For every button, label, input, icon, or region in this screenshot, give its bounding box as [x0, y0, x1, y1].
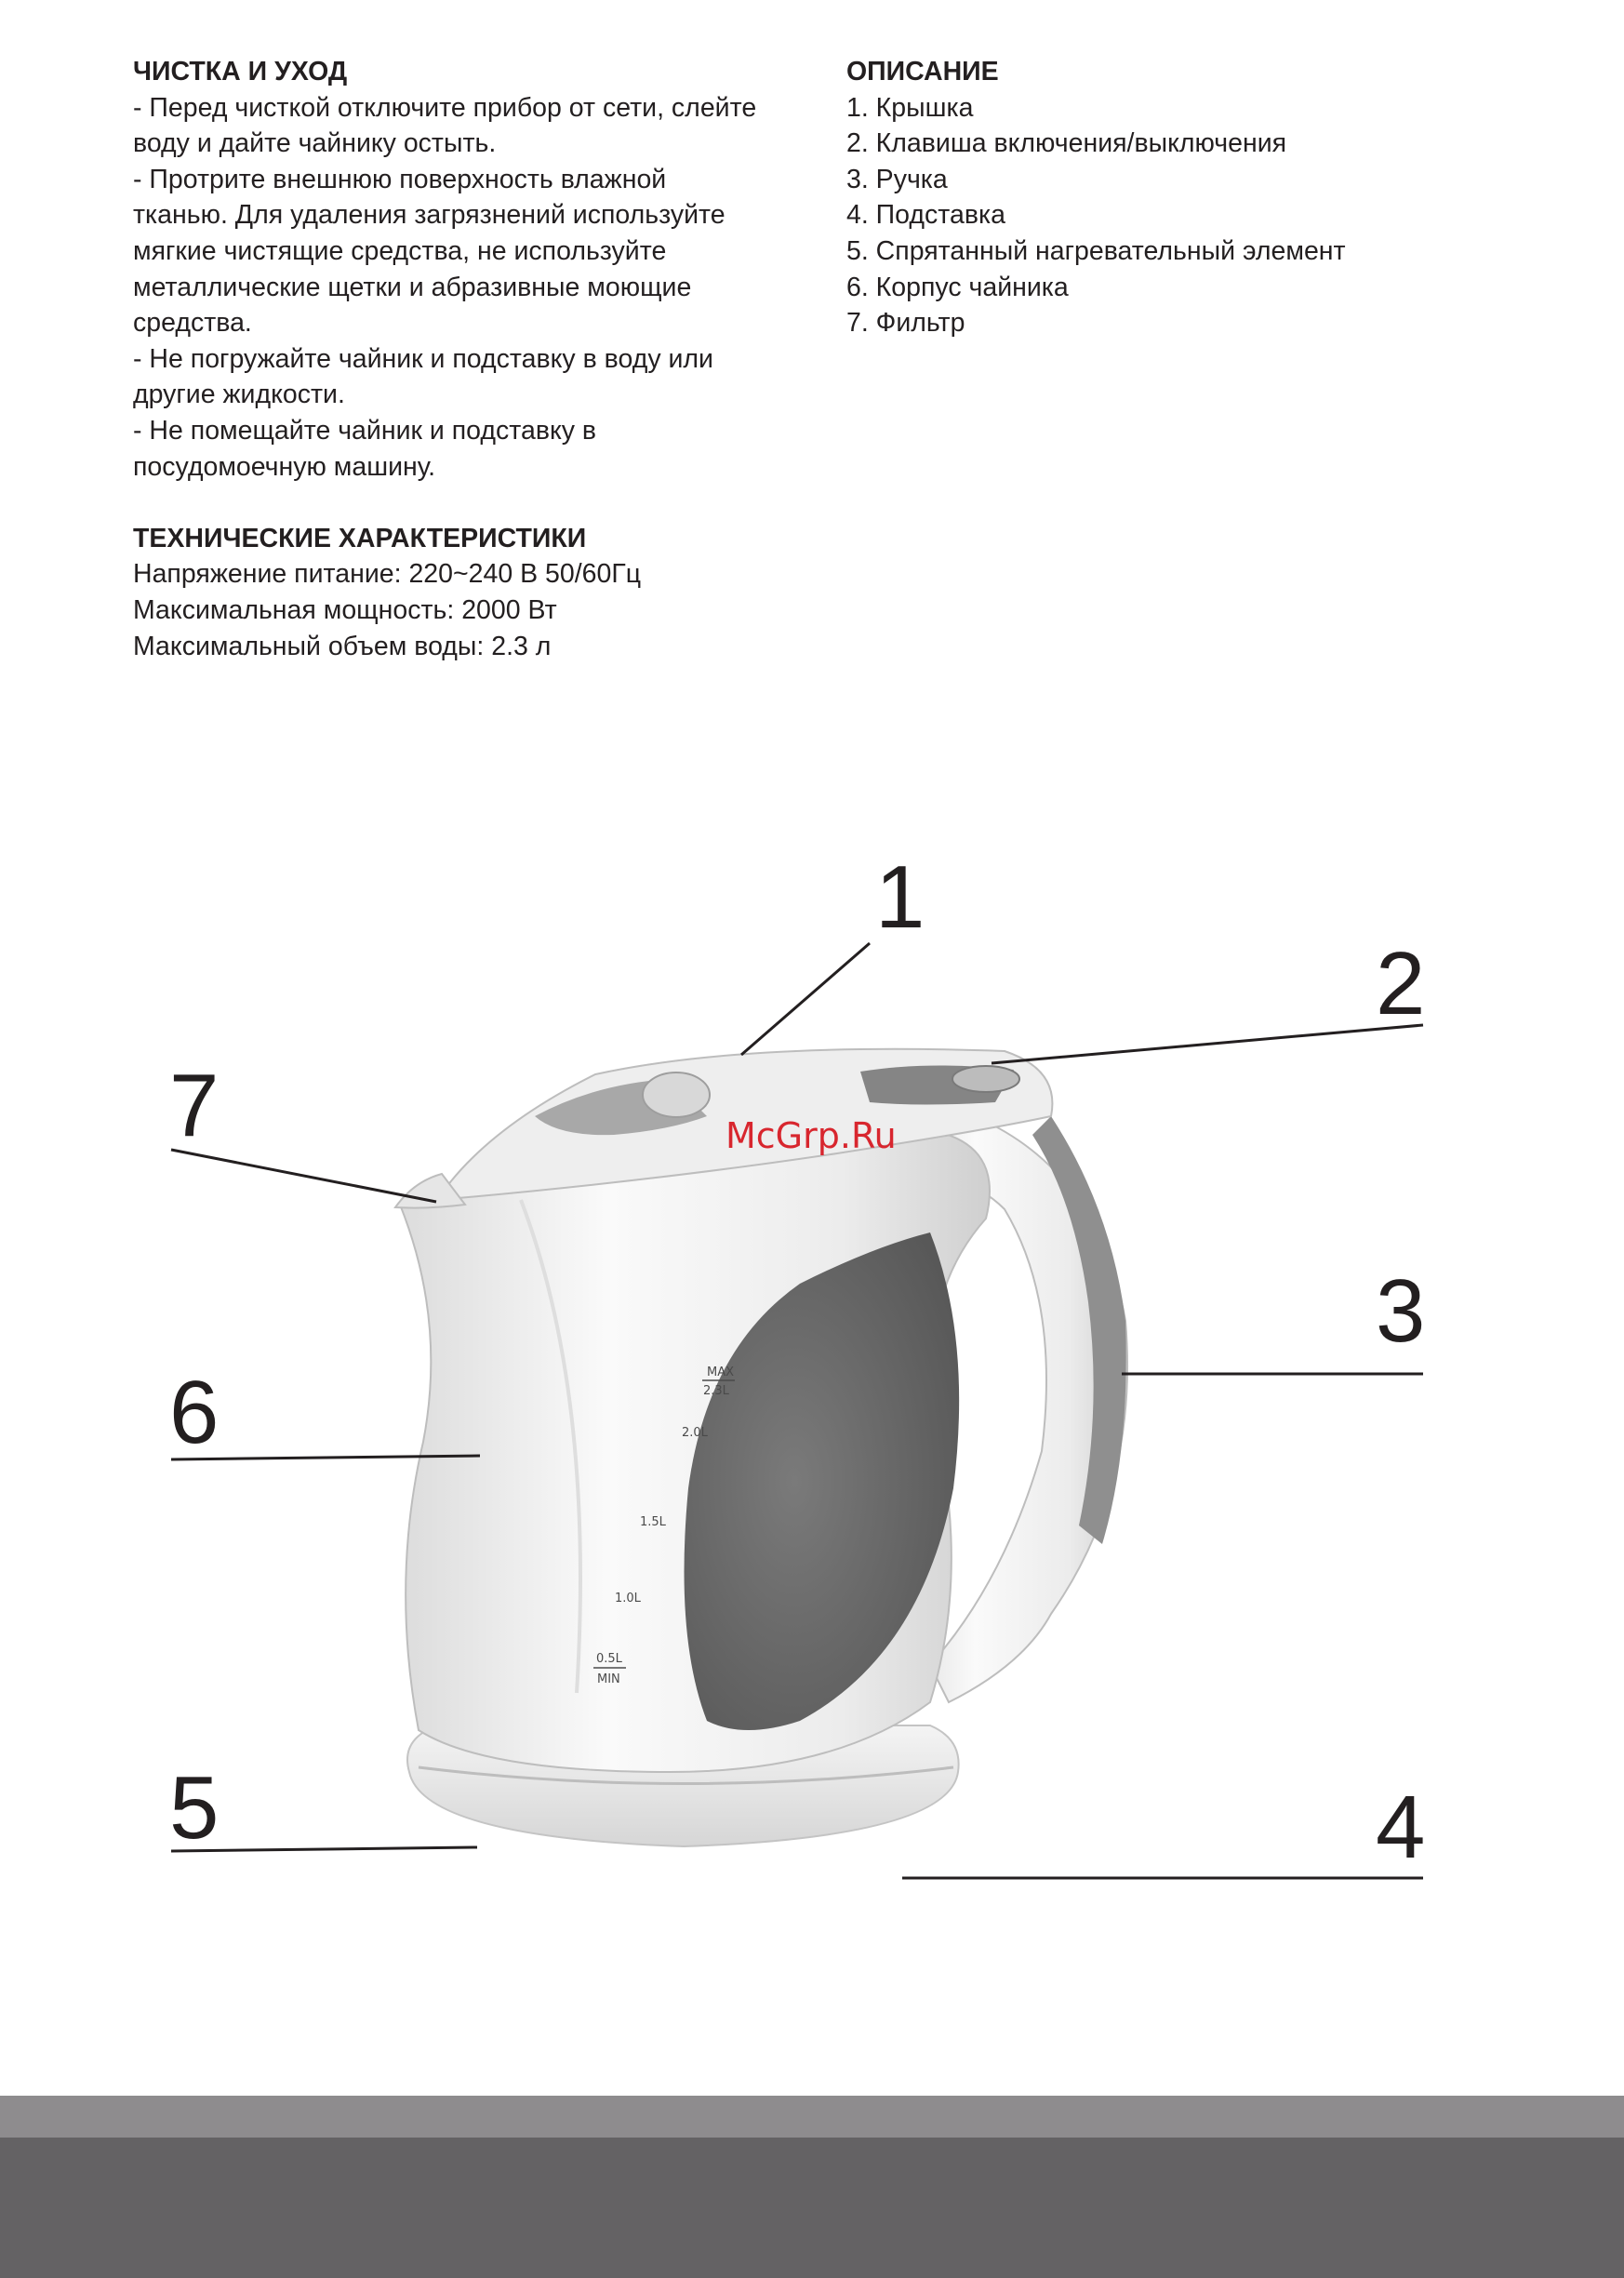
description-item: 5. Спрятанный нагревательный элемент	[846, 235, 1346, 266]
specs-heading: ТЕХНИЧЕСКИЕ ХАРАКТЕРИСТИКИ	[133, 523, 587, 553]
callout-line-7	[171, 1150, 436, 1202]
scale-mark: 2.0L	[682, 1426, 708, 1440]
description-item: 2. Клавиша включения/выключения	[846, 128, 1287, 159]
callout-line-1	[741, 943, 870, 1055]
cleaning-line: средства.	[133, 308, 252, 339]
description-item: 1. Крышка	[846, 92, 974, 123]
cleaning-line: тканью. Для удаления загрязнений используйте	[133, 200, 725, 231]
left-column	[133, 54, 821, 664]
callout-7: 7	[169, 1056, 220, 1155]
cleaning-line: воду и дайте чайнику остыть.	[133, 128, 497, 159]
callout-2: 2	[1376, 934, 1426, 1033]
description-item: 3. Ручка	[846, 164, 948, 194]
cleaning-line: посудомоечную машину.	[133, 451, 436, 482]
cleaning-line: - Не помещайте чайник и подставку в	[133, 415, 597, 446]
spec-line: Максимальная мощность: 2000 Вт	[133, 594, 557, 625]
cleaning-line: - Не погружайте чайник и подставку в воду или	[133, 343, 713, 374]
scale-max-value: 2.3L	[703, 1384, 729, 1398]
description-item: 6. Корпус чайника	[846, 272, 1069, 302]
spec-line: Максимальный объем воды: 2.3 л	[133, 631, 552, 661]
callout-3: 3	[1376, 1261, 1426, 1361]
power-switch	[952, 1066, 1019, 1092]
spec-line: Напряжение питание: 220~240 В 50/60Гц	[133, 559, 642, 590]
callout-5: 5	[169, 1758, 220, 1858]
footer-band-light	[0, 2096, 1624, 2138]
footer-band-dark	[0, 2138, 1624, 2278]
scale-mark: 1.5L	[640, 1515, 666, 1529]
description-item: 7. Фильтр	[846, 308, 965, 339]
callout-1: 1	[875, 847, 925, 947]
scale-max-label: MAX	[707, 1365, 735, 1379]
cleaning-line: - Перед чисткой отключите прибор от сети, слейте	[133, 92, 757, 123]
callout-6: 6	[169, 1363, 220, 1462]
description-item: 4. Подставка	[846, 200, 1005, 231]
kettle-figure	[0, 819, 1624, 1935]
section-spacer	[133, 485, 821, 521]
scale-min-label: MIN	[597, 1672, 620, 1686]
description-heading: ОПИСАНИЕ	[846, 57, 999, 87]
scale-mark: 1.0L	[615, 1592, 641, 1605]
callout-4: 4	[1376, 1778, 1426, 1877]
callout-line-2	[992, 1025, 1423, 1063]
kettle-lid-button	[643, 1072, 710, 1117]
cleaning-line: мягкие чистящие средства, не используйте	[133, 235, 667, 266]
watermark: McGrp.Ru	[725, 1115, 897, 1156]
scale-min-value: 0.5L	[596, 1652, 622, 1666]
cleaning-line: другие жидкости.	[133, 380, 345, 410]
cleaning-line: - Протрите внешнюю поверхность влажной	[133, 164, 667, 194]
right-column	[846, 54, 1423, 341]
cleaning-line: металлические щетки и абразивные моющие	[133, 272, 692, 302]
cleaning-heading: ЧИСТКА И УХОД	[133, 57, 348, 87]
